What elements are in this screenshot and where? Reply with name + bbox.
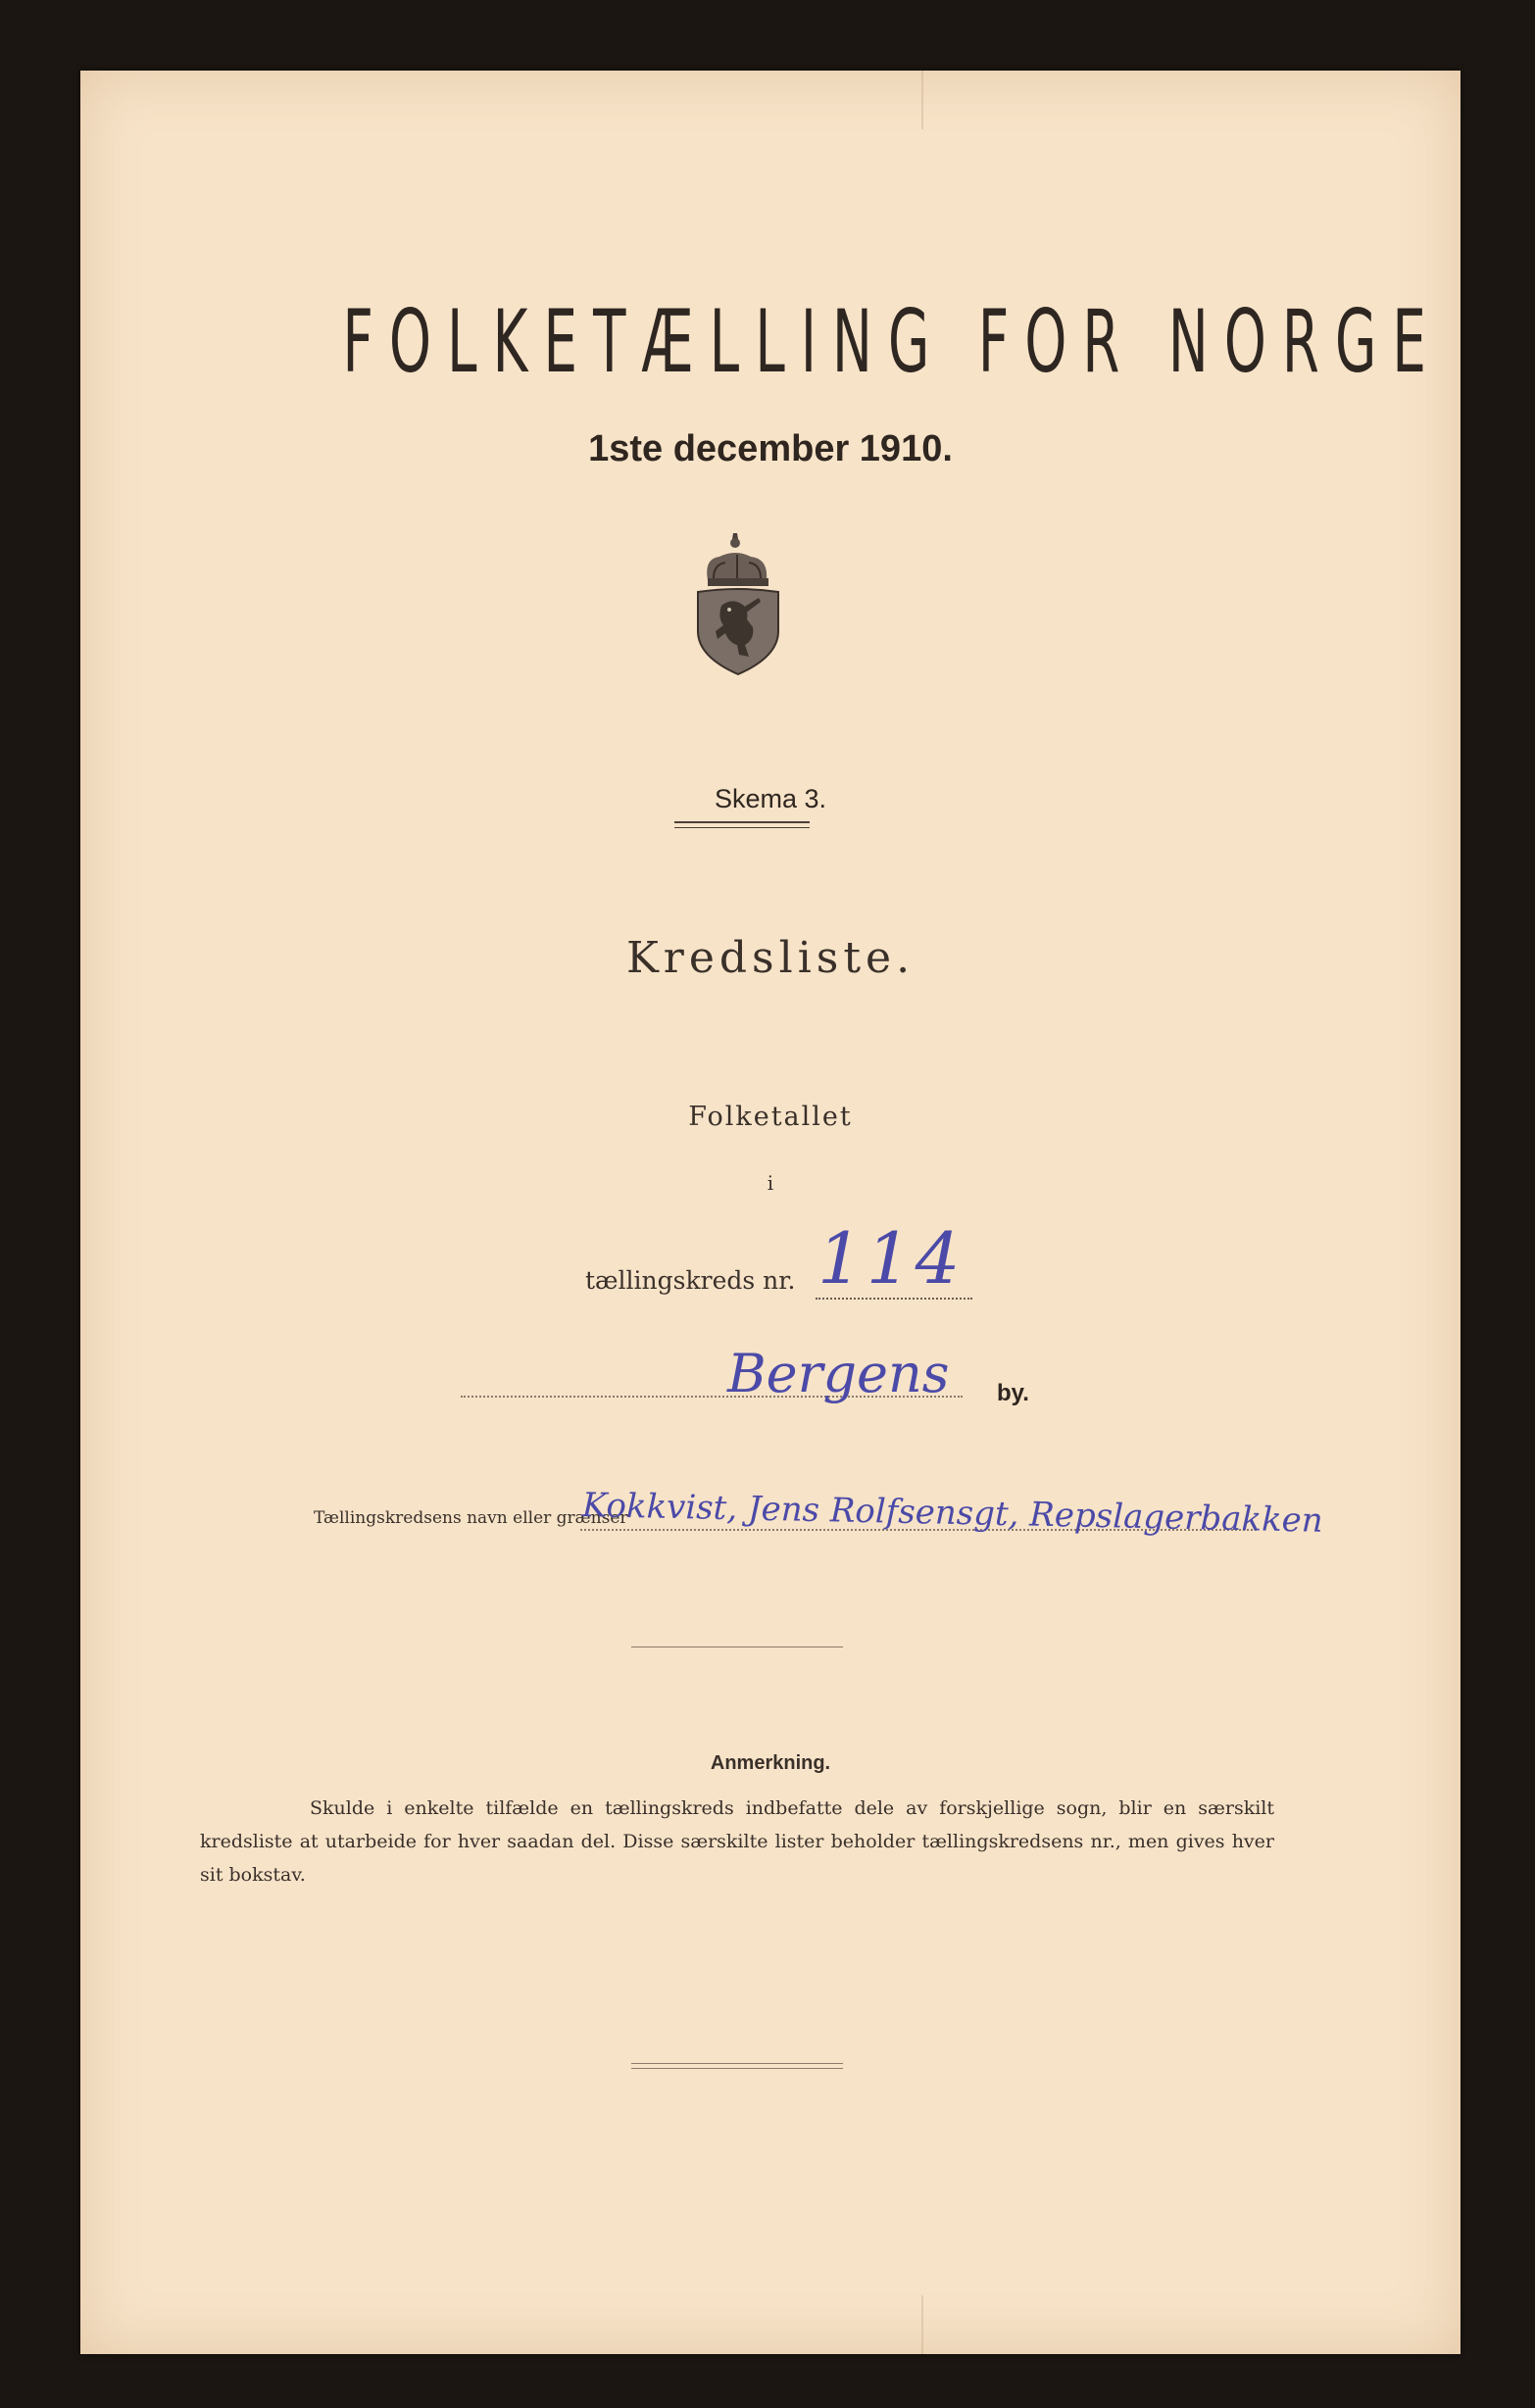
city-name: Bergens bbox=[727, 1343, 950, 1404]
norwegian-coat-of-arms-icon bbox=[684, 529, 792, 676]
underline bbox=[674, 821, 810, 823]
census-district-number: 114 bbox=[817, 1217, 965, 1300]
district-name-label: Tællingskredsens navn eller grænser bbox=[314, 1508, 628, 1528]
page-title: FOLKETÆLLING FOR NORGE bbox=[342, 291, 1442, 392]
divider bbox=[631, 1646, 843, 1647]
schema-number: Skema 3. bbox=[714, 784, 827, 813]
census-form-page bbox=[80, 71, 1461, 2354]
preposition-label: i bbox=[767, 1171, 774, 1195]
divider bbox=[631, 2068, 843, 2069]
note-text: Skulde i enkelte tilfælde en tællingskreds indbefatte dele av forskjellige sogn, blir en særskilt kredsliste at utarbeide for hver saadan del. Disse særskilte lister beholder tællingskredsens nr., men gives hver sit bokstav. bbox=[200, 1797, 1274, 1886]
folketallet-label: Folketallet bbox=[688, 1102, 853, 1132]
divider bbox=[631, 2063, 843, 2064]
city-suffix-label: by. bbox=[997, 1380, 1029, 1406]
note-title: Anmerkning. bbox=[710, 1752, 831, 1774]
form-name: Kredsliste. bbox=[625, 933, 916, 983]
census-district-label: tællingskreds nr. bbox=[585, 1266, 796, 1295]
fold-mark bbox=[921, 2295, 923, 2354]
census-date: 1ste december 1910. bbox=[588, 428, 953, 469]
underline bbox=[674, 827, 810, 828]
fold-mark bbox=[921, 71, 923, 129]
district-name-value: Kokkvist, Jens Rolfsensgt, Repslagerbakken bbox=[581, 1486, 1324, 1541]
